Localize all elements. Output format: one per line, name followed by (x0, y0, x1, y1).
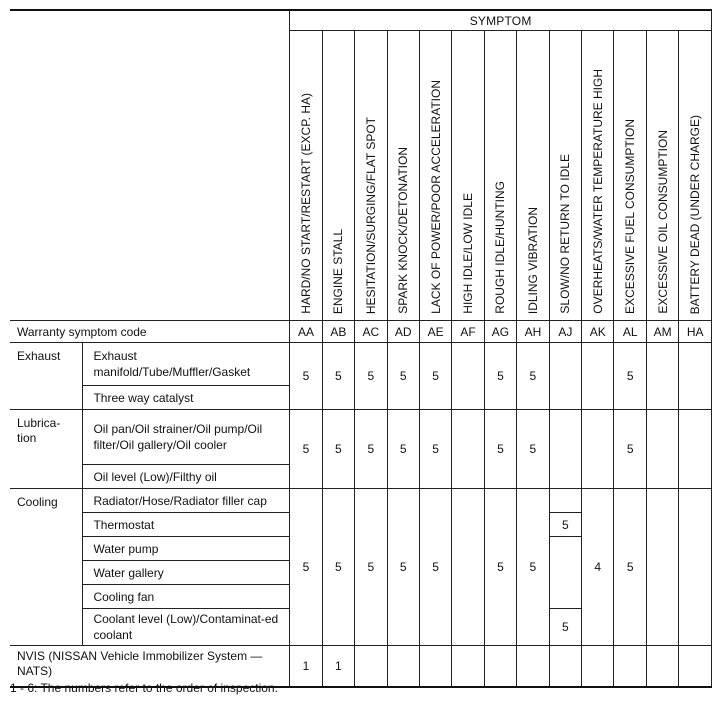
cooling-value-ah: 5 (517, 489, 549, 646)
warranty-code: AL (614, 321, 646, 343)
symptom-col-al (614, 31, 646, 321)
lubrication-value-am (646, 410, 678, 489)
category-lubrication: Lubrica-tion (10, 410, 83, 489)
warranty-code: AB (322, 321, 354, 343)
category-exhaust: Exhaust (10, 343, 83, 410)
cooling-value-ac: 5 (355, 489, 387, 646)
warranty-code: AD (387, 321, 419, 343)
exhaust-value-aj (549, 343, 581, 410)
part-radiator: Radiator/Hose/Radiator filler cap (83, 489, 290, 513)
symptom-name: HARD/NO START/RESTART (EXCP. HA) (298, 93, 313, 314)
exhaust-value-al: 5 (614, 343, 646, 410)
warranty-code-row (10, 321, 712, 343)
cooling-value-al: 5 (614, 489, 646, 646)
warranty-code: AG (484, 321, 516, 343)
cooling-value-ae: 5 (419, 489, 451, 646)
warranty-code: AE (419, 321, 451, 343)
warranty-code: AF (452, 321, 484, 343)
symptom-table (10, 9, 712, 688)
cooling-aj-blank (549, 489, 581, 513)
nvis-value-ha (679, 646, 712, 687)
exhaust-value-aa: 5 (290, 343, 322, 410)
exhaust-value-ac: 5 (355, 343, 387, 410)
cooling-aj-middle (549, 537, 581, 609)
symptom-name: SLOW/NO RETURN TO IDLE (558, 154, 573, 314)
symptom-name: LACK OF POWER/POOR ACCELERATION (428, 80, 443, 314)
exhaust-value-af (452, 343, 484, 410)
exhaust-value-am (646, 343, 678, 410)
lubrication-value-ak (582, 410, 614, 489)
cooling-value-ag: 5 (484, 489, 516, 646)
coolant-aj-value: 5 (549, 609, 581, 646)
cooling-value-ak: 4 (582, 489, 614, 646)
lubrication-value-ac: 5 (355, 410, 387, 489)
symptom-col-ag (484, 31, 516, 321)
part-oil-level: Oil level (Low)/Filthy oil (83, 465, 290, 489)
symptom-col-ak (582, 31, 614, 321)
warranty-code: AJ (549, 321, 581, 343)
warranty-code: AK (582, 321, 614, 343)
lubrication-value-ha (679, 410, 712, 489)
lubrication-value-al: 5 (614, 410, 646, 489)
nvis-value-ad (387, 646, 419, 687)
warranty-code: AH (517, 321, 549, 343)
cooling-row-1 (10, 489, 712, 513)
exhaust-value-ag: 5 (484, 343, 516, 410)
cooling-value-aa: 5 (290, 489, 322, 646)
symptom-col-aj (549, 31, 581, 321)
lubrication-value-ab: 5 (322, 410, 354, 489)
symptom-col-ah (517, 31, 549, 321)
nvis-value-ab: 1 (322, 646, 354, 687)
symptom-name: HIGH IDLE/LOW IDLE (461, 193, 476, 314)
symptom-col-ac (355, 31, 387, 321)
warranty-label: Warranty symptom code (10, 321, 290, 343)
symptom-name: OVERHEATS/WATER TEMPERATURE HIGH (590, 69, 605, 314)
warranty-code: AC (355, 321, 387, 343)
lubrication-value-ag: 5 (484, 410, 516, 489)
nvis-value-aa: 1 (290, 646, 322, 687)
symptom-col-aa (290, 31, 322, 321)
lubrication-value-ae: 5 (419, 410, 451, 489)
exhaust-value-ab: 5 (322, 343, 354, 410)
nvis-value-ak (582, 646, 614, 687)
header-corner (10, 10, 290, 321)
category-cooling: Cooling (10, 489, 83, 646)
part-coolant-level: Coolant level (Low)/Contaminat-ed coolant (83, 609, 290, 646)
symptom-col-am (646, 31, 678, 321)
symptom-name: ROUGH IDLE/HUNTING (493, 181, 508, 314)
cooling-value-ab: 5 (322, 489, 354, 646)
part-water-pump: Water pump (83, 537, 290, 561)
lubrication-value-af (452, 410, 484, 489)
symptom-name: EXCESSIVE FUEL CONSUMPTION (623, 119, 638, 314)
symptom-header: SYMPTOM (290, 10, 712, 31)
exhaust-value-ad: 5 (387, 343, 419, 410)
part-water-gallery: Water gallery (83, 561, 290, 585)
exhaust-value-ha (679, 343, 712, 410)
exhaust-value-ak (582, 343, 614, 410)
lubrication-value-aj (549, 410, 581, 489)
nvis-value-am (646, 646, 678, 687)
cooling-value-ad: 5 (387, 489, 419, 646)
warranty-code: AM (646, 321, 678, 343)
exhaust-value-ae: 5 (419, 343, 451, 410)
symptom-name: BATTERY DEAD (UNDER CHARGE) (688, 114, 703, 314)
lubrication-value-ah: 5 (517, 410, 549, 489)
cooling-value-ha (679, 489, 712, 646)
part-exhaust-manifold: Exhaust manifold/Tube/Muffler/Gasket (83, 343, 290, 386)
nvis-label: NVIS (NISSAN Vehicle Immobilizer System — NATS) (10, 646, 290, 687)
cooling-value-af (452, 489, 484, 646)
part-three-way-catalyst: Three way catalyst (83, 386, 290, 410)
part-oil-pan: Oil pan/Oil strainer/Oil pump/Oil filter/Oil gallery/Oil cooler (83, 410, 290, 465)
nvis-value-ag (484, 646, 516, 687)
symptom-name: ENGINE STALL (331, 228, 346, 314)
part-cooling-fan: Cooling fan (83, 585, 290, 609)
symptom-name: SPARK KNOCK/DETONATION (396, 147, 411, 314)
nvis-value-ac (355, 646, 387, 687)
symptom-name: IDLING VIBRATION (525, 206, 540, 314)
nvis-value-af (452, 646, 484, 687)
footnote: 1 - 6: The numbers refer to the order of inspection. (10, 681, 278, 695)
lubrication-value-ad: 5 (387, 410, 419, 489)
nvis-value-ae (419, 646, 451, 687)
symptom-name: HESITATION/SURGING/FLAT SPOT (363, 116, 378, 314)
nvis-value-aj (549, 646, 581, 687)
symptom-col-ab (322, 31, 354, 321)
symptom-col-ad (387, 31, 419, 321)
nvis-value-al (614, 646, 646, 687)
symptom-name: EXCESSIVE OIL CONSUMPTION (655, 130, 670, 314)
nvis-value-ah (517, 646, 549, 687)
symptom-col-ha (679, 31, 712, 321)
exhaust-value-ah: 5 (517, 343, 549, 410)
cooling-value-am (646, 489, 678, 646)
symptom-col-ae (419, 31, 451, 321)
part-thermostat: Thermostat (83, 513, 290, 537)
symptom-col-af (452, 31, 484, 321)
lubrication-row-1 (10, 410, 712, 465)
warranty-code: HA (679, 321, 712, 343)
lubrication-value-aa: 5 (290, 410, 322, 489)
thermostat-aj-value: 5 (549, 513, 581, 537)
exhaust-row-1 (10, 343, 712, 386)
warranty-code: AA (290, 321, 322, 343)
